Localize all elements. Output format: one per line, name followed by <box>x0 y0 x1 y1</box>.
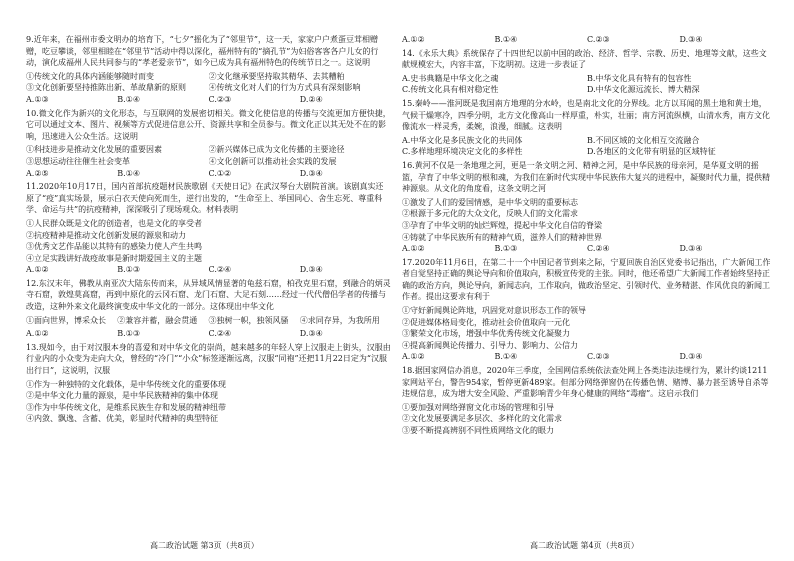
question-16-options <box>402 243 772 255</box>
option: C.②④ <box>587 244 610 254</box>
item: ①面向世界，博采众长 <box>26 315 106 325</box>
option: D.③④ <box>679 352 703 362</box>
question-13-stem: 13.现如今，由于对汉服本身的喜爱和对中华文化的崇尚，越来越多的年轻人穿上汉服走上街头，汉服由行业内的小众变为走向大众，曾经的“冷门”“小众”标签逐渐远离，汉服“同袍”还把11月22日定为“汉服出行日”，这说明，汉服 <box>26 342 391 376</box>
question-10-options <box>26 168 391 180</box>
question-14-stem: 14.《永乐大典》系统保存了十四世纪以前中国的政治、经济、哲学、宗教、历史、地理等文献，这些文献规模宏大，内容丰富，下迄明初。这进一步表证了 <box>402 48 767 70</box>
item: ②是中华文化力量的源泉，是中华民族精神的集中体现 <box>26 391 218 401</box>
item: ④文化创新可以推动社会实践的发展 <box>208 156 337 166</box>
item: ④内敛、飘逸、含蓄、优美，彰显时代精神的典型特征 <box>26 414 218 424</box>
option: D.③④ <box>299 168 323 178</box>
item: ③思想运动往往催生社会变革 <box>26 156 130 166</box>
item: ②促进媒体格局变化，推动社会价值取向一元化 <box>402 317 570 327</box>
item: ①科技进步是推动文化发展的重要因素 <box>26 145 162 155</box>
option: D.③④ <box>679 244 703 254</box>
question-12-stem: 12.东汉末年，佛教从南亚次大陆东传而来，从异域风情显著的龟兹石窟，柏孜克里石窟，到融合的炳灵寺石窟，敦煌莫高窟，再到中原化的云冈石窟、龙门石窟、大足石刻……经过一代代僧侣学者的传播与改造，这种外来文化最终演变成中华文化的一部分。这体现出中华文化 <box>26 278 391 312</box>
item: ②新兴媒体已成为文化传播的主要途径 <box>208 145 345 155</box>
left-column <box>26 34 391 425</box>
question-9-items-row1 <box>26 71 391 83</box>
option: A.①② <box>402 244 425 254</box>
item: ①守好新闻舆论阵地，巩固党对意识形态工作的领导 <box>402 306 586 316</box>
option: D.各地区的文化带有明显的区域特征 <box>587 147 716 157</box>
question-17-options <box>402 351 772 363</box>
question-13-options <box>402 34 772 46</box>
item: ③文化创新要坚持推陈出新、革故鼎新的原则 <box>26 83 186 93</box>
option: A.①② <box>26 265 49 275</box>
item: ③优秀文艺作品能以其特有的感染力使人产生共鸣 <box>26 242 202 252</box>
option: D.中华文化源远流长、博大精深 <box>587 85 700 95</box>
question-10-items-row1 <box>26 144 391 156</box>
question-14-options-row1 <box>402 73 772 85</box>
option: B.①④ <box>117 168 141 178</box>
option: B.不同区域的文化相互交流融合 <box>587 135 700 145</box>
option: C.②④ <box>208 265 232 275</box>
item: ③独树一帜，独领风骚 <box>208 315 289 325</box>
option: C.多样地理环境决定文化的多样性 <box>402 147 523 157</box>
option: A.①② <box>402 35 425 44</box>
question-9-stem: 9.近年来，在福州市委文明办的培育下，“七夕”摇化为了“邻里节”，这一天，家家户户煮蛋豆茸相赠赠，吃豆攀谈，邻里相睦在“邻里节”活动中得以深化，福州特有的“摘孔节”为妇俗客客各户儿女的行动，演化成福州人民共同参与的“孝老爱亲节”，如今已成为具有福州特色的传统节日之一。这说明 <box>26 35 379 68</box>
option: B.①④ <box>117 94 141 104</box>
option: B.①③ <box>494 244 518 254</box>
question-10-stem: 10.微文化作为新兴的文化形态，与互联网的发展密切相关。微文化使信息的传播与交流更加方便快捷，它可以通过文本、图片、视频等方式促进信息公开、资源共享和全员参与。微文化正以其无处不在的影响，迅速进入公众生活。这说明 <box>26 108 391 141</box>
option: D.③④ <box>299 265 323 275</box>
question-16-stem: 16.黄河不仅是一条地理之河，更是一条文明之河、精神之河，是中华民族的母亲河，是华夏文明的摇篮，孕育了中华文明的根和魂，为我们在新时代实现中华民族伟大复兴的进程中，凝聚时代力量，提供精神源泉。从文化的角度看，这条文明之河 <box>402 160 770 194</box>
option: B.①④ <box>494 35 518 44</box>
option: A.中华文化是多民族文化的共同体 <box>402 135 523 145</box>
item: ④传统文化对人们的行为方式具有深刻影响 <box>208 83 361 93</box>
question-15-options-row1 <box>402 135 772 147</box>
option: B.①③ <box>117 265 141 275</box>
item: ④铸就了中华民族所有的精神气质，滋养人们的精神世界 <box>402 232 602 242</box>
option: B.①④ <box>494 352 518 362</box>
item: ④求同存异，为我所用 <box>299 315 380 325</box>
option: A.①② <box>402 352 425 362</box>
option: D.②④ <box>299 94 323 104</box>
item: ②抗疫精神是推动文化创新发展的源泉和动力 <box>26 230 186 240</box>
option: C.传统文化具有相对稳定性 <box>402 85 499 95</box>
option: A.②⑤ <box>26 168 49 178</box>
question-15-stem: 15.秦岭——淮河既是我国南方地理的分水岭，也是南北文化的分界线。北方以耳闻的黑土地和黄土地，气候干燥寒冷，四季分明，北方文化像高山一样厚重，朴实，壮丽；南方河流纵横，山清水秀，南方文化像流水一样灵秀，柔婉，浪漫，细腻。这表明 <box>402 98 770 132</box>
item: ①激发了人们的爱国情感，是中华文明的重要标志 <box>402 197 578 207</box>
item: ②文化继承要坚持取其精华、去其糟粕 <box>208 71 345 81</box>
item: ③繁荣文化市场，增强中华优秀传统文化凝聚力 <box>402 329 570 339</box>
option: C.②④ <box>208 329 232 339</box>
item: ①传统文化的具体内涵能够随时而变 <box>26 71 154 81</box>
question-12-items <box>26 315 391 327</box>
item: ④立足实践讲好战疫故事是新时期爱国主义的主题 <box>26 253 202 263</box>
question-15-options-row2 <box>402 146 772 158</box>
item: ②根源于多元化的大众文化，反映人们的文化需求 <box>402 209 578 219</box>
question-14-options-row2 <box>402 84 772 96</box>
option: A.史书典籍是中华文化之魂 <box>402 73 499 83</box>
question-12-options <box>26 328 391 340</box>
option: C.②③ <box>208 94 232 104</box>
item: ①作为一种独特的文化载体，是中华传统文化的重要体现 <box>26 379 226 389</box>
right-column <box>402 34 772 437</box>
option: B.中华文化具有特有的包容性 <box>587 73 692 83</box>
question-10-items-row2 <box>26 156 391 168</box>
question-11-options <box>26 264 391 276</box>
question-9-options <box>26 94 391 106</box>
option: D.③④ <box>679 35 703 44</box>
item: ②文化发展要满足多层次、多样化的文化需求 <box>402 414 562 424</box>
question-18-stem: 18.据国家网信办消息，2020年三季度，全国网信系统依法查处网上各类违法违规行为，累计约谈1211家网站平台，警告954家，暂停更新489家。但部分网络弹窗仍在传播色情、赌博、暴力甚至诱导自杀等违规信息，成为增大安全风险、严重影响青少年身心健康的网络“毒瘤”。这启示我们 <box>402 366 769 399</box>
option: B.①③ <box>117 329 141 339</box>
question-9-items-row2 <box>26 82 391 94</box>
question-17-stem: 17.2020年11月6日，在第二十一个中国记者节到来之际，宁夏回族自治区党委书记指出，广大新闻工作者自觉坚持正确的舆论导向和价值取向，积极宣传党的主张。同时，他还希望广大新闻工作者始终坚持正确的政治方向，舆论导向，新闻志向，工作取向，做政治坚定、引领时代、业务精湛、作风优良的新闻工作者。提出这要求有利于 <box>402 257 771 302</box>
page-footer-right: 高二政治试题 第4页（共8页） <box>530 541 639 550</box>
item: ③要不断提高辨别不同性质网络文化的眼力 <box>402 426 554 435</box>
item: ①人民群众既是文化的创造者，也是文化的享受者 <box>26 218 202 228</box>
question-11-stem: 11.2020年10月17日，国内首部抗疫题材民族歌剧《天使日记》在武汉琴台大剧院首演。该剧真实还原了“疫”真实场景，展示白衣天使向死而生，逆行出发的，“生命至上、举国同心、舍生忘死、尊重科学、命运与共”的抗疫精神，深深吸引了现场观众。材料表明 <box>26 182 384 215</box>
option: D.③④ <box>299 329 323 339</box>
item: ①要加强对网络弹窗文化市场的管理和引导 <box>402 402 554 412</box>
page-footer-left: 高二政治试题 第3页（共8页） <box>150 541 259 550</box>
item: ④提高新闻舆论传播力、引导力、影响力、公信力 <box>402 340 578 350</box>
option: C.②③ <box>587 352 610 362</box>
item: ③孕育了中华文明的灿烂辉煌，提起中华文化自信的脊梁 <box>402 220 602 230</box>
option: A.①③ <box>26 94 49 104</box>
item: ③作为中华传统文化，是维系民族生存和发展的精神纽带 <box>26 402 226 412</box>
item: ②兼容并蓄，融会贯通 <box>117 315 198 325</box>
option: C.②③ <box>587 35 610 44</box>
option: A.①② <box>26 329 49 339</box>
option: C.①② <box>208 168 232 178</box>
